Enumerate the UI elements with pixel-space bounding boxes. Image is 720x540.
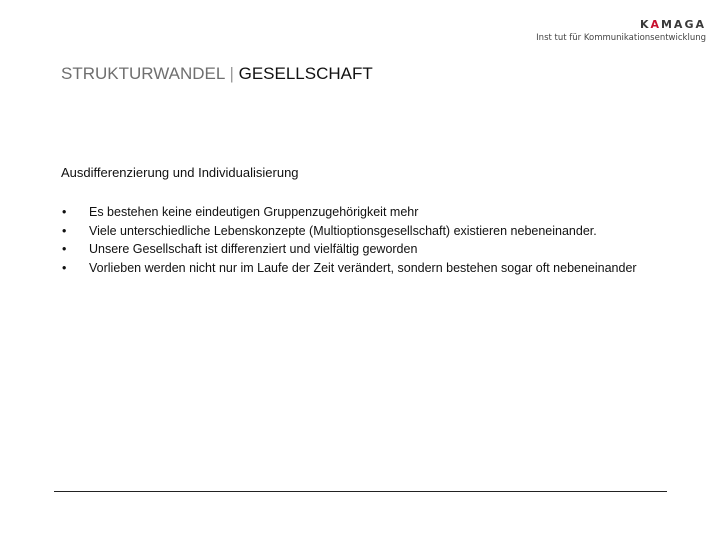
list-item <box>61 224 671 240</box>
slide-title <box>61 64 373 84</box>
bullet-text: Unsere Gesellschaft ist differenziert und vielfältig geworden <box>89 242 418 256</box>
title-part1: STRUKTURWANDEL <box>61 64 225 83</box>
title-separator: | <box>229 64 234 83</box>
logo-wordmark-accent: A <box>650 18 661 31</box>
logo-tagline: Inst tut für Kommunikationsentwicklung <box>536 33 706 43</box>
list-item <box>61 205 671 221</box>
bullet-text: Vorlieben werden nicht nur im Laufe der Zeit verändert, sondern bestehen sogar oft nebeneinander <box>89 260 637 275</box>
logo-wordmark-prefix: K <box>639 18 651 31</box>
bullet-text: Viele unterschiedliche Lebenskonzepte (Multioptionsgesellschaft) existieren nebeneinander. <box>89 223 597 238</box>
title-part2: GESELLSCHAFT <box>238 64 373 83</box>
list-item <box>61 261 671 277</box>
list-item <box>61 242 671 258</box>
footer-divider <box>54 491 667 492</box>
logo <box>536 18 706 44</box>
bullet-dot: • <box>62 242 67 256</box>
bullet-list <box>61 205 671 279</box>
section-heading: Ausdifferenzierung und Individualisierung <box>61 165 299 180</box>
bullet-text: Es bestehen keine eindeutigen Gruppenzugehörigkeit mehr <box>89 205 419 219</box>
logo-wordmark <box>536 18 706 31</box>
bullet-dot: • <box>62 205 67 219</box>
bullet-dot: • <box>62 260 67 275</box>
logo-wordmark-suffix: MAGA <box>660 18 706 31</box>
bullet-dot: • <box>62 223 67 238</box>
